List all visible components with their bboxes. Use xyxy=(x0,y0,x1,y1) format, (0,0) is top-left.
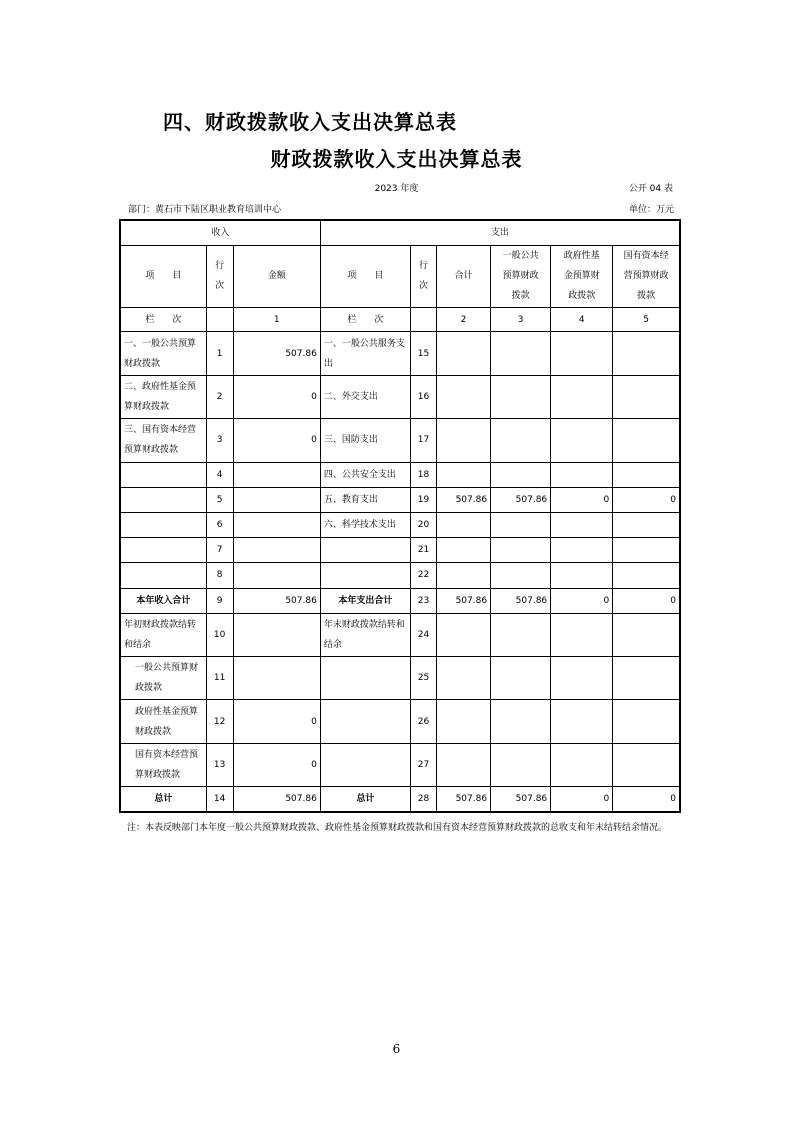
row-number: 20 xyxy=(410,512,436,537)
income-amount: 0 xyxy=(233,419,320,462)
income-amount: 0 xyxy=(233,375,320,418)
capital-value xyxy=(613,743,680,786)
row-number: 16 xyxy=(410,375,436,418)
general-value xyxy=(491,743,551,786)
fund-value xyxy=(551,700,613,743)
row-number: 7 xyxy=(206,538,233,563)
col-2: 2 xyxy=(437,308,491,332)
income-item: 国有资本经营预算财政拨款 xyxy=(120,743,206,786)
income-item: 三、国有资本经营预算财政拨款 xyxy=(120,419,206,462)
income-amount: 507.86 xyxy=(233,588,320,613)
col-1: 1 xyxy=(233,308,320,332)
total-value xyxy=(437,462,491,487)
table-row xyxy=(120,563,680,588)
fund-value: 0 xyxy=(551,787,613,812)
expense-item: 五、教育支出 xyxy=(320,487,410,512)
income-amount xyxy=(233,462,320,487)
row-number: 28 xyxy=(410,787,436,812)
income-item xyxy=(120,462,206,487)
amount-header: 金额 xyxy=(233,245,320,308)
income-item xyxy=(120,538,206,563)
fund-value xyxy=(551,375,613,418)
fund-value xyxy=(551,657,613,700)
state-capital-header: 国有资本经 营预算财政 拨款 xyxy=(613,245,680,308)
budget-table xyxy=(119,219,681,813)
table-row xyxy=(120,787,680,812)
table-row xyxy=(120,512,680,537)
income-item: 二、政府性基金预算财政拨款 xyxy=(120,375,206,418)
expense-item: 年末财政拨款结转和结余 xyxy=(320,613,410,656)
expense-item xyxy=(320,700,410,743)
expense-item: 一、一般公共服务支出 xyxy=(320,332,410,375)
table-row xyxy=(120,332,680,375)
fund-value xyxy=(551,462,613,487)
income-subtotal-label: 本年收入合计 xyxy=(120,588,206,613)
general-value xyxy=(491,419,551,462)
capital-value: 0 xyxy=(613,487,680,512)
row-number: 17 xyxy=(410,419,436,462)
income-amount xyxy=(233,512,320,537)
row-number: 22 xyxy=(410,563,436,588)
capital-value xyxy=(613,419,680,462)
fund-value xyxy=(551,613,613,656)
expense-item-header: 项 目 xyxy=(320,245,410,308)
row-number: 9 xyxy=(206,588,233,613)
income-amount xyxy=(233,487,320,512)
income-amount: 0 xyxy=(233,743,320,786)
row-number: 6 xyxy=(206,512,233,537)
table-row xyxy=(120,538,680,563)
income-amount xyxy=(233,538,320,563)
expense-header: 支出 xyxy=(320,220,680,245)
total-value xyxy=(437,419,491,462)
capital-value xyxy=(613,657,680,700)
income-rowno-header: 行 次 xyxy=(206,245,233,308)
capital-value xyxy=(613,538,680,563)
general-value xyxy=(491,657,551,700)
row-number: 5 xyxy=(206,487,233,512)
row-number: 25 xyxy=(410,657,436,700)
lanci-label: 栏 次 xyxy=(120,308,206,332)
total-value: 507.86 xyxy=(437,487,491,512)
expense-item xyxy=(320,657,410,700)
general-value: 507.86 xyxy=(491,787,551,812)
fund-value xyxy=(551,512,613,537)
capital-value xyxy=(613,462,680,487)
capital-value xyxy=(613,512,680,537)
total-value xyxy=(437,563,491,588)
fund-value xyxy=(551,563,613,588)
page-number: 6 xyxy=(392,1042,401,1056)
general-value xyxy=(491,700,551,743)
total-value xyxy=(437,538,491,563)
expense-subtotal-label: 本年支出合计 xyxy=(320,588,410,613)
row-number: 23 xyxy=(410,588,436,613)
general-value xyxy=(491,538,551,563)
income-item xyxy=(120,487,206,512)
col-5: 5 xyxy=(613,308,680,332)
income-amount: 0 xyxy=(233,700,320,743)
row-number: 21 xyxy=(410,538,436,563)
table-row xyxy=(120,462,680,487)
general-value: 507.86 xyxy=(491,487,551,512)
table-row xyxy=(120,613,680,656)
row-number: 27 xyxy=(410,743,436,786)
income-grand-total-label: 总计 xyxy=(120,787,206,812)
lanci-label: 栏 次 xyxy=(320,308,410,332)
total-value xyxy=(437,613,491,656)
expense-rowno-header: 行 次 xyxy=(410,245,436,308)
fund-value xyxy=(551,743,613,786)
capital-value xyxy=(613,332,680,375)
income-amount xyxy=(233,613,320,656)
table-row xyxy=(120,419,680,462)
capital-value xyxy=(613,375,680,418)
table-row xyxy=(120,700,680,743)
row-number: 19 xyxy=(410,487,436,512)
expense-item xyxy=(320,563,410,588)
total-header: 合计 xyxy=(437,245,491,308)
col-4: 4 xyxy=(551,308,613,332)
total-value xyxy=(437,375,491,418)
row-number: 12 xyxy=(206,700,233,743)
department-label: 部门：黄石市下陆区职业教育培训中心 xyxy=(128,205,282,215)
general-budget-header: 一般公共 预算财政 拨款 xyxy=(491,245,551,308)
table-row xyxy=(120,588,680,613)
income-amount: 507.86 xyxy=(233,332,320,375)
form-number: 公开 04 表 xyxy=(628,184,673,194)
capital-value xyxy=(613,613,680,656)
table-row xyxy=(120,743,680,786)
fund-value xyxy=(551,332,613,375)
income-item: 政府性基金预算财政拨款 xyxy=(120,700,206,743)
general-value xyxy=(491,332,551,375)
expense-item xyxy=(320,743,410,786)
section-title: 四、财政拨款收入支出决算总表 xyxy=(163,110,457,134)
capital-value: 0 xyxy=(613,588,680,613)
row-number: 4 xyxy=(206,462,233,487)
expense-item: 四、公共安全支出 xyxy=(320,462,410,487)
income-item: 一般公共预算财政拨款 xyxy=(120,657,206,700)
expense-item xyxy=(320,538,410,563)
capital-value: 0 xyxy=(613,787,680,812)
row-number: 18 xyxy=(410,462,436,487)
row-number: 26 xyxy=(410,700,436,743)
table-row xyxy=(120,375,680,418)
total-value xyxy=(437,700,491,743)
col-3: 3 xyxy=(491,308,551,332)
total-value xyxy=(437,512,491,537)
row-number: 14 xyxy=(206,787,233,812)
table-title: 财政拨款收入支出决算总表 xyxy=(270,147,523,171)
income-item xyxy=(120,563,206,588)
row-number: 3 xyxy=(206,419,233,462)
income-header: 收入 xyxy=(120,220,320,245)
row-number: 2 xyxy=(206,375,233,418)
general-value: 507.86 xyxy=(491,588,551,613)
total-value xyxy=(437,332,491,375)
total-value: 507.86 xyxy=(437,787,491,812)
gov-fund-header: 政府性基 金预算财 政拨款 xyxy=(551,245,613,308)
capital-value xyxy=(613,700,680,743)
footnote: 注：本表反映部门本年度一般公共预算财政拨款、政府性基金预算财政拨款和国有资本经营预算财政拨款的总收支和年末结转结余情况。 xyxy=(127,823,668,833)
row-number: 10 xyxy=(206,613,233,656)
income-amount xyxy=(233,563,320,588)
table-row xyxy=(120,657,680,700)
row-number: 24 xyxy=(410,613,436,656)
table-row xyxy=(120,487,680,512)
expense-item: 三、国防支出 xyxy=(320,419,410,462)
general-value xyxy=(491,563,551,588)
expense-item: 二、外交支出 xyxy=(320,375,410,418)
general-value xyxy=(491,613,551,656)
income-amount xyxy=(233,657,320,700)
income-item xyxy=(120,512,206,537)
income-item-header: 项 目 xyxy=(120,245,206,308)
income-amount: 507.86 xyxy=(233,787,320,812)
fund-value xyxy=(551,419,613,462)
income-item: 年初财政拨款结转和结余 xyxy=(120,613,206,656)
expense-grand-total-label: 总计 xyxy=(320,787,410,812)
fund-value xyxy=(551,538,613,563)
general-value xyxy=(491,512,551,537)
unit-label: 单位：万元 xyxy=(628,205,674,215)
income-item: 一、一般公共预算财政拨款 xyxy=(120,332,206,375)
row-number: 15 xyxy=(410,332,436,375)
row-number: 13 xyxy=(206,743,233,786)
row-number: 11 xyxy=(206,657,233,700)
general-value xyxy=(491,462,551,487)
report-year: 2023 年度 xyxy=(374,184,419,194)
total-value xyxy=(437,657,491,700)
total-value xyxy=(437,743,491,786)
row-number: 1 xyxy=(206,332,233,375)
fund-value: 0 xyxy=(551,588,613,613)
general-value xyxy=(491,375,551,418)
row-number: 8 xyxy=(206,563,233,588)
capital-value xyxy=(613,563,680,588)
expense-item: 六、科学技术支出 xyxy=(320,512,410,537)
fund-value: 0 xyxy=(551,487,613,512)
total-value: 507.86 xyxy=(437,588,491,613)
